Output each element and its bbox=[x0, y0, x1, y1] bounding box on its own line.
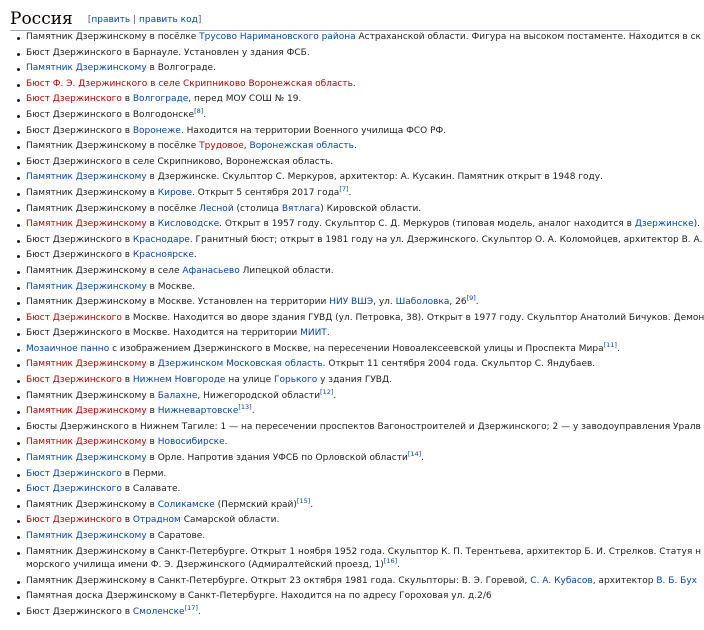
item-text: в Москве. Находится во дворе здания ГУВД (ул. Петровка, 38). Открыт в 1977 году. Скульптор Анатолий Бичуков. Демон bbox=[121, 312, 704, 323]
reference-superscript bbox=[297, 497, 310, 505]
list-item bbox=[15, 498, 640, 514]
wiki-link[interactable]: Волгограде bbox=[132, 94, 189, 105]
reference-link[interactable]: [15] bbox=[296, 496, 311, 505]
item-text: в Орле. Напротив здания УФСБ по Орловской области bbox=[146, 453, 408, 464]
wiki-link[interactable]: Афанасьево bbox=[182, 265, 240, 276]
list-item bbox=[15, 280, 640, 296]
list-item bbox=[15, 77, 640, 93]
reference-link[interactable]: [9] bbox=[466, 294, 476, 303]
item-text: в bbox=[121, 515, 133, 526]
item-text: Памятная доска Дзержинскому в Санкт-Петербурге. Находится на по адресу Гороховая ул. д.2/6 bbox=[26, 591, 492, 602]
item-text: Бюст Дзержинского в bbox=[26, 125, 133, 136]
item-text: . bbox=[326, 328, 330, 339]
list-item bbox=[15, 482, 640, 498]
wiki-link[interactable]: Трусово Наримановского района bbox=[199, 32, 356, 42]
reference-superscript bbox=[408, 450, 421, 458]
item-text: Памятник Дзержинскому в посёлке bbox=[26, 32, 200, 42]
list-item bbox=[15, 92, 640, 108]
wiki-link[interactable]: Красноярске bbox=[132, 250, 194, 261]
edit-section-links bbox=[88, 15, 201, 25]
item-text: . bbox=[193, 250, 197, 261]
list-item bbox=[15, 545, 702, 574]
item-text: . Гранитный бюст; открыт в 1981 году на ул. Дзержинского. Скульптор О. А. Коломойцев, архитектор В. А. bbox=[189, 234, 703, 245]
item-text: Бюст Дзержинского в Москве. Находится на территории bbox=[26, 328, 301, 339]
wiki-link[interactable]: Вятлага bbox=[281, 203, 321, 214]
reference-link[interactable]: [8] bbox=[194, 106, 204, 115]
list-item bbox=[15, 155, 640, 171]
missing-article-link[interactable]: Бюст Дзержинского bbox=[26, 94, 122, 105]
item-text: в bbox=[146, 437, 158, 448]
list-item bbox=[15, 186, 640, 202]
list-item bbox=[15, 124, 640, 140]
reference-superscript bbox=[339, 185, 348, 193]
item-text: (столица bbox=[233, 203, 282, 214]
list-item bbox=[15, 326, 640, 342]
wiki-link[interactable]: Соликамске bbox=[157, 499, 215, 510]
list-item bbox=[15, 605, 640, 621]
item-text: Памятник Дзержинскому в bbox=[26, 499, 158, 510]
item-text: . bbox=[421, 453, 425, 464]
item-text: в bbox=[146, 359, 158, 370]
item-text: . bbox=[397, 560, 400, 571]
wiki-link[interactable]: МИИТ bbox=[300, 328, 327, 339]
item-text: Памятник Дзержинскому в Санкт-Петербурге. Открыт 1 ноября 1952 года. Скульптор К. П. Терентьева, архитектор Б. И. Стрелков. Статуя н bbox=[26, 546, 702, 557]
list-item bbox=[15, 295, 640, 311]
reference-link[interactable]: [16] bbox=[383, 557, 398, 566]
reference-link[interactable]: [14] bbox=[407, 450, 422, 459]
item-text: в Москве. bbox=[146, 281, 196, 292]
item-text: в Перми. bbox=[121, 468, 167, 479]
missing-article-link[interactable]: Бюст Дзержинского bbox=[26, 515, 122, 526]
reference-superscript bbox=[384, 557, 397, 565]
item-text: Липецкой области. bbox=[239, 265, 334, 276]
missing-article-link[interactable]: Бюст Дзержинского bbox=[26, 375, 122, 386]
item-text: , 26 bbox=[449, 297, 467, 308]
missing-article-link[interactable]: Памятник Дзержинскому bbox=[26, 359, 147, 370]
item-text: в bbox=[121, 94, 133, 105]
missing-article-link[interactable]: Памятник Дзержинскому bbox=[26, 406, 147, 417]
wiki-link[interactable]: НИУ ВШЭ bbox=[329, 297, 374, 308]
list-item bbox=[15, 61, 640, 77]
wiki-link[interactable]: Горького bbox=[274, 375, 318, 386]
list-item bbox=[15, 373, 640, 389]
item-text: морского училища имени Ф. Э. Дзержинского (Адмиралтейский проезд, 1) bbox=[26, 560, 384, 571]
wiki-link[interactable]: Памятник Дзержинскому bbox=[26, 531, 147, 541]
reference-link[interactable]: [12] bbox=[320, 387, 334, 396]
reference-superscript bbox=[467, 294, 476, 302]
wiki-link[interactable]: Балахне bbox=[157, 390, 198, 401]
item-text: , архитектор bbox=[592, 575, 657, 586]
reference-superscript bbox=[604, 341, 617, 349]
wiki-link[interactable]: Дзержинске bbox=[634, 219, 694, 230]
edit-link[interactable]: править bbox=[91, 15, 131, 25]
item-text: . bbox=[197, 606, 201, 617]
list-item bbox=[15, 30, 701, 46]
item-text: Бюст Дзержинского в bbox=[26, 606, 133, 617]
list-item bbox=[15, 139, 640, 155]
item-text: в Дзержинске. Скульптор С. Меркуров, архитектор: А. Кусакин. Памятник открыт в 1948 году. bbox=[146, 172, 603, 183]
item-text: Памятник Дзержинскому в Санкт-Петербурге. Открыт 23 октября 1981 года. Скульпторы: В. Э. Горевой, bbox=[26, 575, 531, 586]
reference-superscript bbox=[238, 403, 251, 411]
list-item bbox=[15, 420, 701, 436]
wiki-link[interactable]: Новосибирске bbox=[157, 437, 225, 448]
item-text: , перед МОУ СОШ № 19. bbox=[188, 94, 302, 105]
item-text: в Салавате. bbox=[121, 484, 181, 495]
item-text: . Открыт 5 сентября 2017 года bbox=[192, 187, 340, 198]
reference-link[interactable]: [7] bbox=[339, 184, 349, 193]
list-item bbox=[15, 264, 640, 280]
section-heading bbox=[10, 3, 640, 31]
reference-link[interactable]: [13] bbox=[238, 403, 252, 412]
item-text: Памятник Дзержинскому в bbox=[26, 187, 158, 198]
list-item bbox=[15, 513, 640, 529]
list-item bbox=[15, 467, 640, 483]
reference-superscript bbox=[194, 107, 203, 115]
item-text: Памятник Дзержинскому в селе bbox=[26, 265, 183, 276]
item-text: Бюст Дзержинского в bbox=[26, 250, 133, 261]
item-text: в bbox=[121, 375, 133, 386]
edit-separator: | bbox=[130, 15, 139, 25]
wiki-link[interactable]: Памятник Дзержинскому bbox=[26, 172, 147, 183]
wiki-link[interactable]: Шаболовка bbox=[395, 297, 450, 308]
item-text: Астраханской области. Фигура на высоком постаменте. Находится в ск bbox=[355, 32, 701, 42]
item-text: у здания ГУВД. bbox=[317, 375, 392, 386]
item-text: . bbox=[203, 109, 207, 120]
list-item bbox=[15, 342, 640, 358]
item-text: . bbox=[353, 141, 357, 152]
wiki-link[interactable]: Лесной bbox=[199, 203, 234, 214]
item-text: (Пермский край) bbox=[214, 499, 297, 510]
list-item bbox=[15, 217, 701, 233]
list-item bbox=[15, 202, 640, 218]
item-text: . bbox=[616, 343, 620, 354]
list-item bbox=[15, 233, 703, 249]
list-item bbox=[15, 435, 640, 451]
item-text: Памятник Дзержинскому в посёлке bbox=[26, 141, 200, 152]
item-text: . Открыт 11 сентября 2004 года. Скульптор С. Яндубаев. bbox=[322, 359, 596, 370]
wiki-link[interactable]: Нижнем Новгороде bbox=[132, 375, 226, 386]
wiki-link[interactable]: Кирове bbox=[157, 187, 193, 198]
wiki-link[interactable]: В. Б. Бух bbox=[656, 575, 697, 586]
list-item bbox=[15, 248, 640, 264]
edit-bracket-close: ] bbox=[197, 15, 202, 25]
list-item bbox=[15, 170, 640, 186]
reference-superscript bbox=[185, 604, 198, 612]
reference-superscript bbox=[320, 388, 333, 396]
item-text: Памятник Дзержинскому в bbox=[26, 390, 158, 401]
missing-article-link[interactable]: Памятник Дзержинскому bbox=[26, 437, 147, 448]
item-text: в Волгограде. bbox=[146, 63, 216, 74]
item-text: ). bbox=[693, 219, 701, 230]
item-text: , ул. bbox=[373, 297, 396, 308]
item-text: на улице bbox=[225, 375, 275, 386]
list-item bbox=[15, 529, 640, 545]
item-text: в Саратове. bbox=[146, 531, 206, 541]
wiki-link[interactable]: Мозаичное панно bbox=[26, 343, 110, 354]
list-item bbox=[15, 589, 640, 605]
wiki-link[interactable]: Смоленске bbox=[132, 606, 185, 617]
wiki-link[interactable]: Краснодаре bbox=[132, 234, 190, 245]
wiki-link[interactable]: Воронежская область bbox=[249, 141, 354, 152]
missing-article-link[interactable]: Бюст Дзержинского bbox=[26, 312, 122, 323]
edit-code-link[interactable]: править код bbox=[138, 15, 198, 25]
item-text: ) Кировской области. bbox=[320, 203, 422, 214]
item-text: Бюст Дзержинского в bbox=[26, 234, 133, 245]
item-text: . bbox=[475, 297, 479, 308]
list-item bbox=[15, 574, 697, 590]
item-text: . bbox=[333, 390, 337, 401]
item-text: Памятник Дзержинскому в Москве. Установлен на территории bbox=[26, 297, 330, 308]
wiki-link[interactable]: Памятник Дзержинскому bbox=[26, 63, 147, 74]
list-item bbox=[15, 311, 704, 327]
wiki-link[interactable]: Памятник Дзержинскому bbox=[26, 453, 147, 464]
item-text: Бюст Дзержинского в Волгодонске bbox=[26, 109, 195, 120]
item-text: . bbox=[348, 187, 352, 198]
wiki-link[interactable]: Бюст Дзержинского bbox=[26, 468, 122, 479]
item-text: . bbox=[251, 406, 255, 417]
list-item bbox=[15, 108, 640, 124]
wiki-link[interactable]: Кисловодске bbox=[157, 219, 220, 230]
list-item bbox=[15, 404, 640, 420]
item-text: . bbox=[224, 437, 228, 448]
item-text: Бюст Дзержинского в селе Скрипниково, Воронежская область. bbox=[26, 156, 334, 167]
item-text: . Открыт в 1957 году. Скульптор С. Д. Меркуров (типовая модель, аналог находится в bbox=[219, 219, 635, 230]
edit-bracket-open: [ bbox=[87, 15, 92, 25]
list-item bbox=[15, 46, 640, 62]
wiki-link[interactable]: Бюст Дзержинского bbox=[26, 484, 122, 495]
item-text: с изображением Дзержинского в Москве, на пересечении Новоалексеевской улицы и Проспекта Мира bbox=[109, 343, 604, 354]
list-item bbox=[15, 357, 640, 373]
item-text: в bbox=[146, 219, 158, 230]
wiki-link[interactable]: Памятник Дзержинскому bbox=[26, 281, 147, 292]
wiki-link[interactable]: Дзержинском Московская область bbox=[157, 359, 323, 370]
item-text: Бюсты Дзержинского в Нижнем Тагиле: 1 — на пересечении проспектов Вагоностроителей и Дзержинского; 2 — у заводоуправления Уралв bbox=[26, 421, 701, 432]
missing-article-link[interactable]: Трудовое bbox=[199, 141, 244, 152]
item-text: , Нижегородской области bbox=[197, 390, 321, 401]
reference-link[interactable]: [17] bbox=[184, 603, 198, 612]
item-text: Самарской области. bbox=[180, 515, 280, 526]
item-text: Памятник Дзержинскому в посёлке bbox=[26, 203, 200, 214]
wiki-link[interactable]: С. А. Кубасов bbox=[530, 575, 593, 586]
missing-article-link[interactable]: Бюст Ф. Э. Дзержинского в селе Скрипниково Воронежская область. bbox=[26, 78, 356, 89]
item-text: Бюст Дзержинского в Барнауле. Установлен у здания ФСБ. bbox=[26, 47, 310, 58]
item-text: . bbox=[310, 499, 314, 510]
list-item bbox=[15, 451, 640, 467]
wiki-link[interactable]: Отрадном bbox=[132, 515, 181, 526]
monument-list bbox=[15, 30, 704, 620]
reference-link[interactable]: [11] bbox=[603, 340, 617, 349]
wiki-link[interactable]: Воронеже bbox=[132, 125, 181, 136]
missing-article-link[interactable]: Памятник Дзержинскому bbox=[26, 219, 147, 230]
item-text: в bbox=[146, 406, 158, 417]
item-text: , bbox=[243, 141, 250, 152]
item-text: . Находится на территории Военного училища ФСО РФ. bbox=[180, 125, 447, 136]
wiki-link[interactable]: Нижневартовске bbox=[157, 406, 239, 417]
section-title: Россия bbox=[10, 9, 73, 29]
list-item bbox=[15, 389, 640, 405]
